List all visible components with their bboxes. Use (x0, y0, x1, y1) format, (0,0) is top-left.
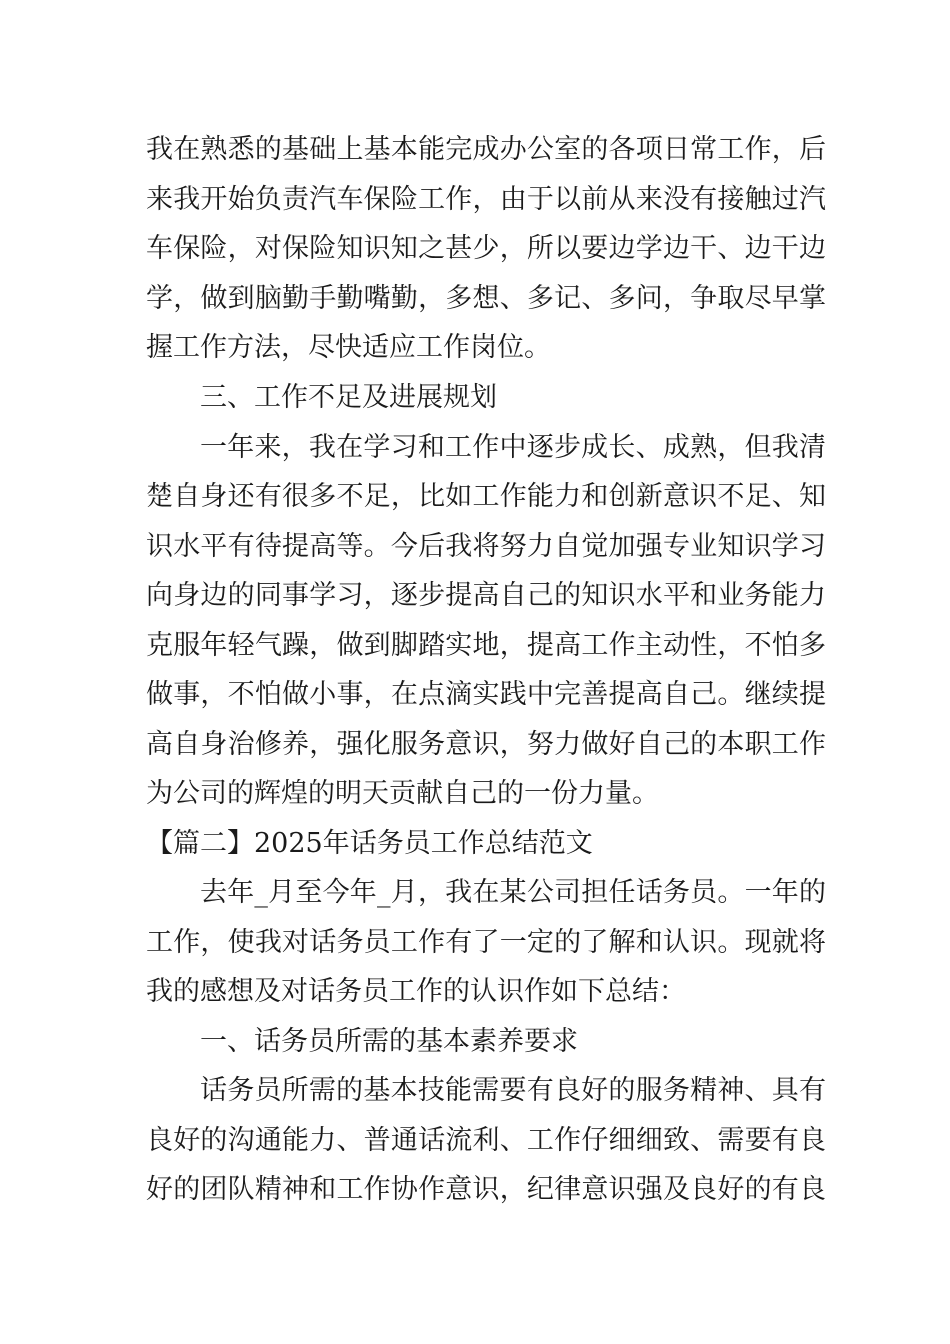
article-title: 【篇二】2025年话务员工作总结范文 (146, 828, 593, 859)
body-text-line: 工作，使我对话务员工作有了一定的了解和认识。现就将 (146, 927, 826, 958)
body-text-line: 为公司的辉煌的明天贡献自己的一份力量。 (146, 778, 659, 809)
body-text-line: 良好的沟通能力、普通话流利、工作仔细细致、需要有良 (146, 1125, 826, 1156)
body-text-line: 高自身治修养，强化服务意识，努力做好自己的本职工作 (146, 729, 826, 760)
body-text-line: 克服年轻气躁，做到脚踏实地，提高工作主动性，不怕多 (146, 630, 826, 661)
paragraph-first-line: 一年来，我在学习和工作中逐步成长、成熟，但我清 (200, 432, 826, 463)
body-text-line: 我的感想及对话务员工作的认识作如下总结： (146, 976, 686, 1007)
section-heading: 三、工作不足及进展规划 (200, 382, 497, 413)
body-text-line: 做事，不怕做小事，在点滴实践中完善提高自己。继续提 (146, 679, 826, 710)
body-text-line: 学，做到脑勤手勤嘴勤，多想、多记、多问，争取尽早掌 (146, 283, 826, 314)
body-text-line: 我在熟悉的基础上基本能完成办公室的各项日常工作，后 (146, 134, 826, 165)
body-text-line: 好的团队精神和工作协作意识，纪律意识强及良好的有良 (146, 1174, 826, 1205)
paragraph-first-line: 去年_月至今年_月，我在某公司担任话务员。一年的 (200, 877, 826, 908)
body-text-line: 楚自身还有很多不足，比如工作能力和创新意识不足、知 (146, 481, 826, 512)
section-heading: 一、话务员所需的基本素养要求 (200, 1026, 578, 1057)
paragraph-first-line: 话务员所需的基本技能需要有良好的服务精神、具有 (200, 1075, 826, 1106)
body-text-line: 握工作方法，尽快适应工作岗位。 (146, 332, 551, 363)
body-text-line: 来我开始负责汽车保险工作，由于以前从来没有接触过汽 (146, 184, 826, 215)
body-text-line: 识水平有待提高等。今后我将努力自觉加强专业知识学习 (146, 531, 826, 562)
body-text-line: 车保险，对保险知识知之甚少，所以要边学边干、边干边 (146, 233, 826, 264)
body-text-line: 向身边的同事学习，逐步提高自己的知识水平和业务能力 (146, 580, 826, 611)
